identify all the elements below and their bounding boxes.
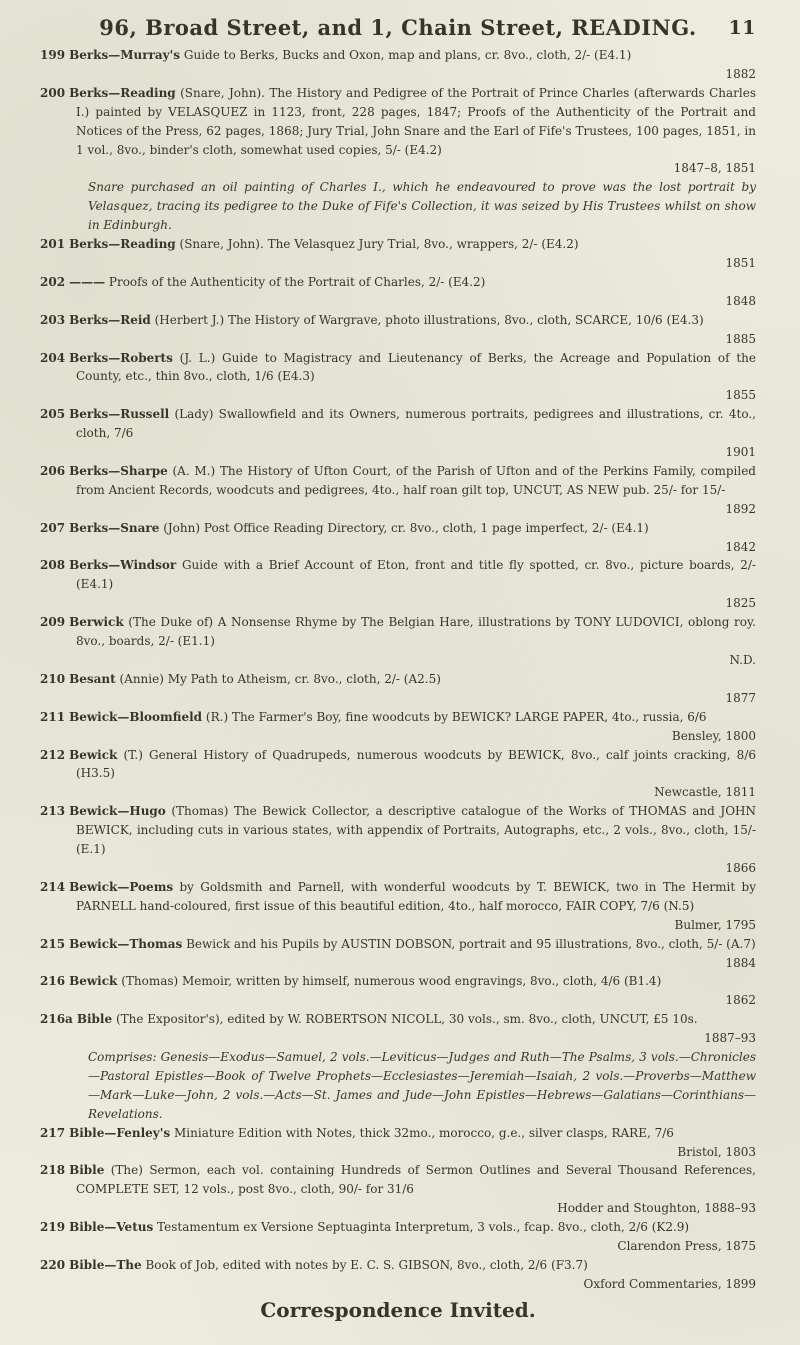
entry-date: N.D. xyxy=(729,653,756,667)
entry-date: 1884 xyxy=(725,955,756,970)
entry-heading: Berwick xyxy=(69,615,124,630)
catalogue-entry xyxy=(40,1256,756,1294)
entry-heading: Berks—Windsor xyxy=(69,558,177,573)
entry-heading: Berks—Russell xyxy=(69,407,170,422)
entry-number: 203 xyxy=(40,312,66,327)
entry-date: Bulmer, 1795 xyxy=(674,917,756,932)
entry-heading: Berks—Murray's xyxy=(69,48,181,62)
entry-number: 210 xyxy=(40,671,66,686)
catalogue-entry xyxy=(40,746,756,803)
entry-description: (Herbert J.) The History of Wargrave, photo illustrations, 8vo., cloth, SCARCE, 10/6 (E4.3) xyxy=(154,312,704,327)
catalogue-entry xyxy=(40,273,756,311)
entry-heading: Bible—The xyxy=(69,1258,142,1272)
entry-number: 202 xyxy=(40,274,66,289)
page-title: 96, Broad Street, and 1, Chain Street, READING. xyxy=(99,15,697,40)
entry-number: 204 xyxy=(40,350,66,365)
entry-date: Newcastle, 1811 xyxy=(654,785,756,800)
entry-description: (R.) The Farmer's Boy, fine woodcuts by BEWICK? LARGE PAPER, 4to., russia, 6/6 xyxy=(205,709,707,724)
entry-date: 1882 xyxy=(725,66,756,81)
entry-number: 220 xyxy=(40,1258,66,1272)
entry-description: (Snare, John). The Velasquez Jury Trial, 8vo., wrappers, 2/- (E4.2) xyxy=(179,237,579,252)
catalogue-entry xyxy=(40,1161,756,1218)
entry-date: 1851 xyxy=(725,255,756,270)
entry-number: 201 xyxy=(40,237,66,252)
entry-number: 212 xyxy=(40,747,66,762)
entry-date: Hodder and Stoughton, 1888–93 xyxy=(557,1201,756,1216)
entry-heading: Bewick—Bloomfield xyxy=(69,709,203,724)
entry-number: 216a xyxy=(40,1012,73,1027)
entry-date: 1855 xyxy=(725,388,756,403)
entry-date: 1877 xyxy=(725,690,756,705)
entry-heading: Bewick xyxy=(69,747,118,762)
entry-number: 214 xyxy=(40,879,66,894)
entry-heading: Bewick—Poems xyxy=(69,879,174,894)
entry-heading: Berks—Sharpe xyxy=(69,463,168,478)
entry-number: 205 xyxy=(40,407,66,422)
catalogue-entry xyxy=(40,1218,756,1256)
entry-date: Bristol, 1803 xyxy=(677,1144,756,1159)
entry-heading: Bible xyxy=(69,1163,105,1178)
entry-date: 1901 xyxy=(725,445,756,460)
entry-heading: ——— xyxy=(69,274,106,289)
entry-date: Bensley, 1800 xyxy=(671,728,756,743)
entry-heading: Berks—Reading xyxy=(69,237,176,252)
entry-description: Proofs of the Authenticity of the Portrait of Charles, 2/- (E4.2) xyxy=(108,274,486,289)
entry-heading: Bewick—Hugo xyxy=(69,804,166,819)
entry-description: (The Expositor's), edited by W. ROBERTSON NICOLL, 30 vols., sm. 8vo., cloth, UNCUT, £5 10s. xyxy=(115,1012,698,1027)
entry-number: 219 xyxy=(40,1220,66,1235)
entry-description: (Annie) My Path to Atheism, cr. 8vo., cloth, 2/- (A2.5) xyxy=(119,671,441,686)
entry-heading: Bewick—Thomas xyxy=(69,936,183,951)
entry-heading: Berks—Snare xyxy=(69,520,160,535)
entry-date: Oxford Commentaries, 1899 xyxy=(583,1276,756,1291)
entry-description: Guide to Berks, Bucks and Oxon, map and plans, cr. 8vo., cloth, 2/- (E4.1) xyxy=(183,48,632,62)
entry-heading: Bewick xyxy=(69,974,118,989)
entry-number: 209 xyxy=(40,615,66,630)
entry-number: 206 xyxy=(40,463,66,478)
catalogue-entry xyxy=(40,613,756,670)
entry-date: 1887–93 xyxy=(704,1031,756,1046)
entry-description: (J. L.) Guide to Magistracy and Lieutenancy of Berks, the Acreage and Population of the County, etc., thin 8vo., cloth, 1/6 (E4.3) xyxy=(76,350,756,384)
entry-heading: Besant xyxy=(69,671,116,686)
entry-heading: Bible—Fenley's xyxy=(69,1125,171,1140)
entry-number: 213 xyxy=(40,804,66,819)
entry-description: (T.) General History of Quadrupeds, numerous woodcuts by BEWICK, 8vo., calf joints cracking, 8/6 (H3.5) xyxy=(76,747,756,781)
catalogue-entry xyxy=(40,519,756,557)
catalogue-entry xyxy=(40,878,756,935)
entry-date: 1847–8, 1851 xyxy=(673,161,756,176)
entry-description: (Snare, John). The History and Pedigree of the Portrait of Prince Charles (afterwards Charles I.) painted by VELASQUEZ in 1123, front, 228 pages, 1847; Proofs of the Authenticity of the Portrait and Notices of the Press, 62 pages, 1868; Jury Trial, John Snare and the Earl of Fife's Trustees, 100 pages, 1851, in 1 vol., 8vo., binder's cloth, somewhat used copies, 5/- (E4.2) xyxy=(76,85,756,157)
entry-note: Comprises: Genesis—Exodus—Samuel, 2 vols.—Leviticus—Judges and Ruth—The Psalms, 3 vols.—Chronicles—Pastoral Epistles—Book of Twelve Prophets—Ecclesiastes—Jeremiah—Isaiah, 2 vols.—Proverbs—Matthew—Mark—Luke—John, 2 vols.—Acts—St. James and Jude—John Epistles—Hebrews—Galatians—Corinthians—Revelations. xyxy=(88,1050,756,1121)
footer-note: Correspondence Invited. xyxy=(260,1297,536,1322)
catalogue-entry xyxy=(40,405,756,462)
page-number: 11 xyxy=(728,17,756,39)
entry-description: (Thomas) The Bewick Collector, a descriptive catalogue of the Works of THOMAS and JOHN BEWICK, including cuts in various states, with appendix of Portraits, Autographs, etc., 2 vols., 8vo., cloth, 15/- (E.1) xyxy=(76,804,756,857)
catalogue-entry xyxy=(40,235,756,273)
entry-number: 199 xyxy=(40,48,66,62)
catalogue-entry xyxy=(40,84,756,235)
page-header xyxy=(40,10,756,46)
entry-note: Snare purchased an oil painting of Charles I., which he endeavoured to prove was the lost portrait by Velasquez, tracing its pedigree to the Duke of Fife's Collection, it was seized by His Trustees whilst on show in Edinburgh. xyxy=(88,180,756,233)
catalogue-entry xyxy=(40,935,756,973)
entry-number: 211 xyxy=(40,709,66,724)
entry-number: 217 xyxy=(40,1125,66,1140)
catalogue-entry xyxy=(40,802,756,878)
entry-number: 215 xyxy=(40,936,66,951)
entry-description: (Lady) Swallowfield and its Owners, numerous portraits, pedigrees and illustrations, cr. 4to., cloth, 7/6 xyxy=(76,407,756,441)
entry-number: 216 xyxy=(40,974,66,989)
catalogue-entry xyxy=(40,670,756,708)
entry-date: 1862 xyxy=(725,993,756,1008)
entry-heading: Bible—Vetus xyxy=(69,1220,154,1235)
catalogue-entry xyxy=(40,1010,756,1123)
entry-description: (The) Sermon, each vol. containing Hundreds of Sermon Outlines and Several Thousand References, COMPLETE SET, 12 vols., post 8vo., cloth, 90/- for 31/6 xyxy=(76,1163,756,1197)
entry-heading: Berks—Reid xyxy=(69,312,151,327)
entry-date: 1825 xyxy=(725,596,756,611)
entry-heading: Berks—Reading xyxy=(69,85,176,100)
entry-date: 1866 xyxy=(725,860,756,875)
entry-date: Clarendon Press, 1875 xyxy=(617,1239,756,1254)
catalogue-entries xyxy=(40,46,756,1294)
entry-date: 1892 xyxy=(725,501,756,516)
entry-description: by Goldsmith and Parnell, with wonderful woodcuts by T. BEWICK, two in The Hermit by PARNELL hand-coloured, first issue of this beautiful edition, 4to., half morocco, FAIR COPY, 7/6 (N.5) xyxy=(76,879,756,913)
catalogue-entry xyxy=(40,46,756,84)
catalogue-entry xyxy=(40,311,756,349)
catalogue-entry xyxy=(40,972,756,1010)
entry-date: 1885 xyxy=(725,331,756,346)
entry-number: 200 xyxy=(40,85,66,100)
entry-heading: Berks—Roberts xyxy=(69,350,173,365)
entry-number: 208 xyxy=(40,558,66,573)
entry-description: Book of Job, edited with notes by E. C. S. GIBSON, 8vo., cloth, 2/6 (F3.7) xyxy=(145,1258,588,1272)
catalogue-entry xyxy=(40,462,756,519)
entry-description: (John) Post Office Reading Directory, cr. 8vo., cloth, 1 page imperfect, 2/- (E4.1) xyxy=(163,520,649,535)
entry-date: 1842 xyxy=(725,539,756,554)
entry-heading: Bible xyxy=(76,1012,113,1027)
entry-description: (Thomas) Memoir, written by himself, numerous wood engravings, 8vo., cloth, 4/6 (B1.4) xyxy=(121,974,662,989)
entry-description: Guide with a Brief Account of Eton, front and title fly spotted, cr. 8vo., picture boards, 2/- (E4.1) xyxy=(76,558,756,592)
catalogue-entry xyxy=(40,1124,756,1162)
catalogue-entry xyxy=(40,556,756,613)
entry-description: Miniature Edition with Notes, thick 32mo., morocco, g.e., silver clasps, RARE, 7/6 xyxy=(174,1125,674,1140)
entry-description: (The Duke of) A Nonsense Rhyme by The Belgian Hare, illustrations by TONY LUDOVICI, oblong roy. 8vo., boards, 2/- (E1.1) xyxy=(76,615,756,649)
entry-description: (A. M.) The History of Ufton Court, of the Parish of Ufton and of the Perkins Family, compiled from Ancient Records, woodcuts and pedigrees, 4to., half roan gilt top, UNCUT, AS NEW pub. 25/- for 15/- xyxy=(76,463,756,497)
entry-number: 207 xyxy=(40,520,66,535)
entry-date: 1848 xyxy=(725,293,756,308)
catalogue-entry xyxy=(40,349,756,406)
entry-description: Bewick and his Pupils by AUSTIN DOBSON, portrait and 95 illustrations, 8vo., cloth, 5/- (A.7) xyxy=(186,936,756,951)
catalogue-entry xyxy=(40,708,756,746)
entry-description: Testamentum ex Versione Septuaginta Interpretum, 3 vols., fcap. 8vo., cloth, 2/6 (K2.9) xyxy=(157,1220,690,1235)
entry-number: 218 xyxy=(40,1163,66,1178)
